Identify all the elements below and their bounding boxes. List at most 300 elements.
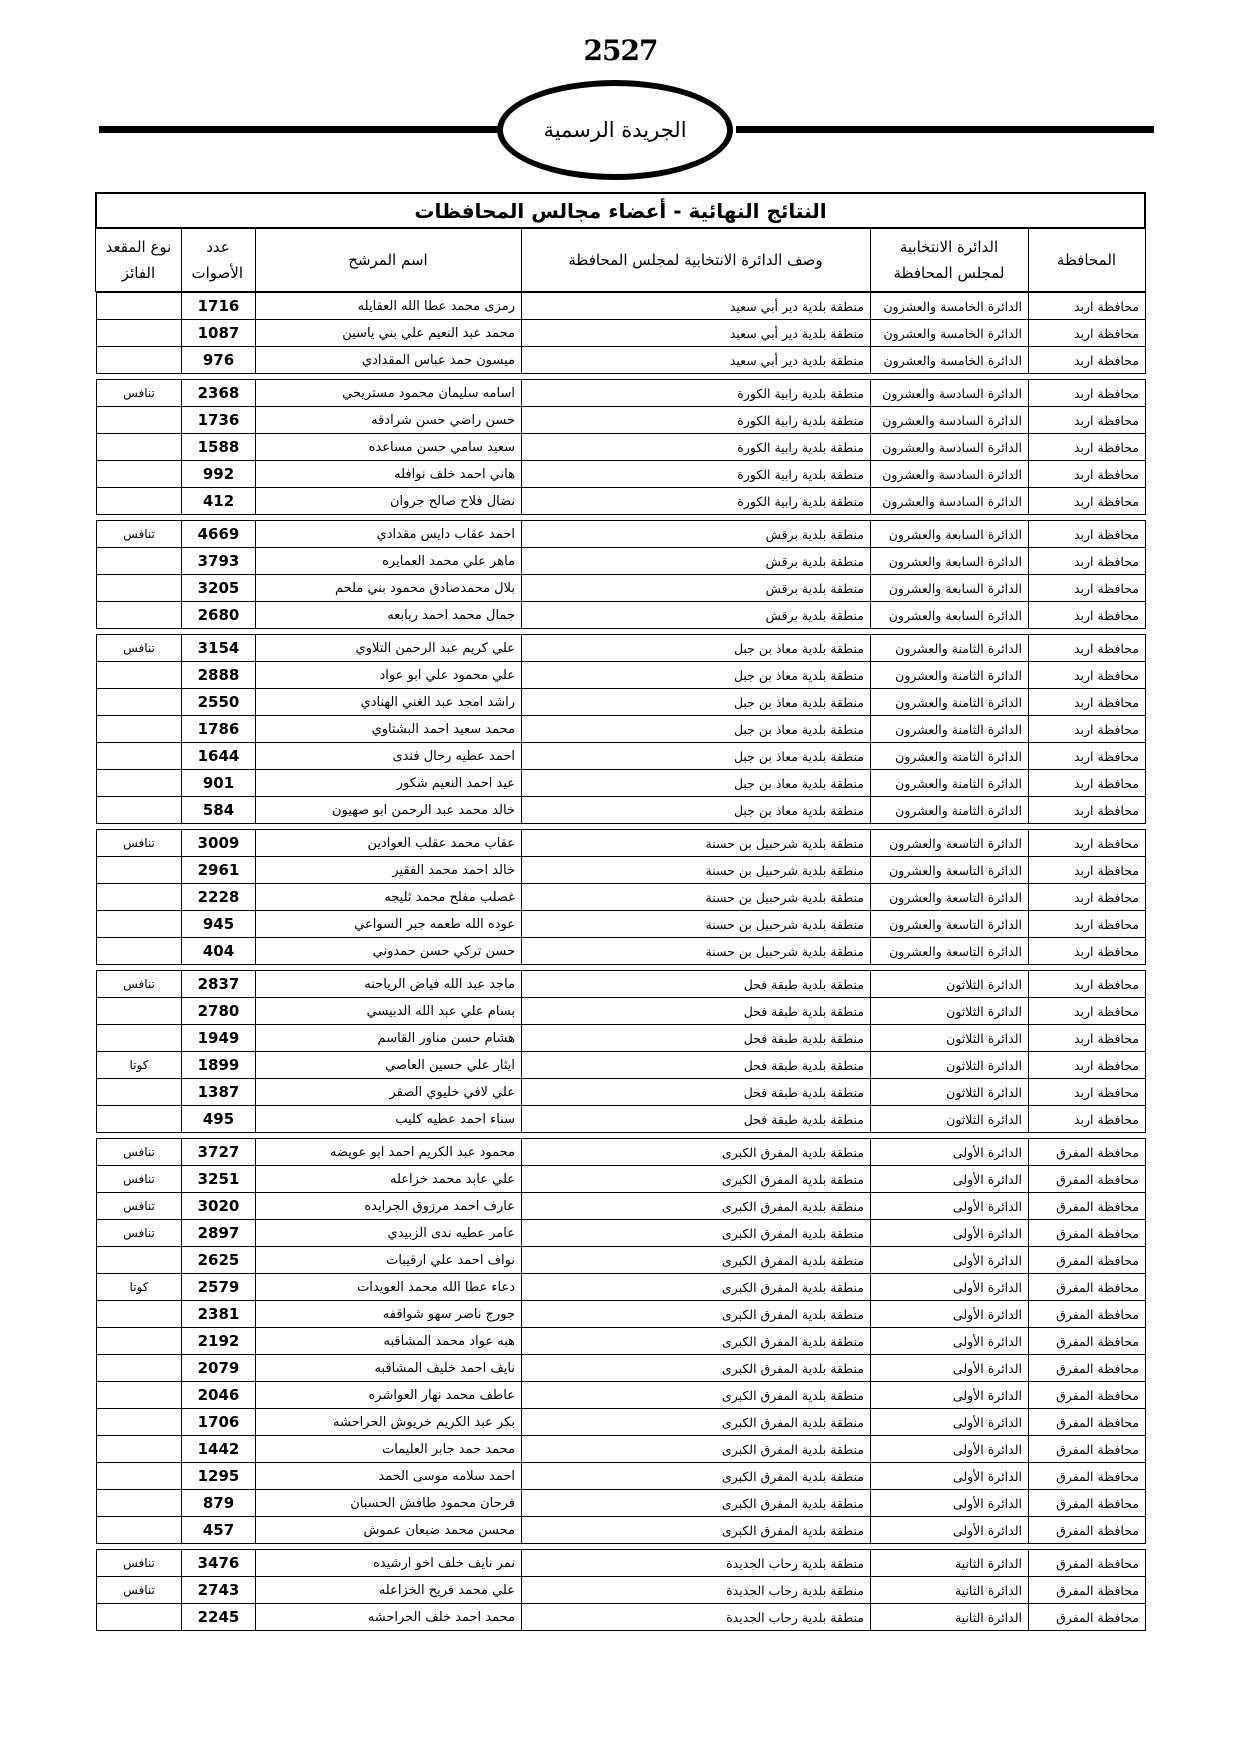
votes-cell: 1706	[182, 1409, 256, 1436]
votes-cell: 1442	[182, 1436, 256, 1463]
votes-cell: 3020	[182, 1193, 256, 1220]
governorate-cell: محافظة اربد	[1029, 434, 1146, 461]
governorate-cell: محافظة اربد	[1029, 884, 1146, 911]
governorate-cell: محافظة اربد	[1029, 461, 1146, 488]
district-cell: الدائرة السابعة والعشرون	[871, 575, 1029, 602]
district-cell: الدائرة السادسة والعشرون	[871, 380, 1029, 407]
district-cell: الدائرة التاسعة والعشرون	[871, 830, 1029, 857]
votes-cell: 3251	[182, 1166, 256, 1193]
district-cell: الدائرة السابعة والعشرون	[871, 602, 1029, 629]
header-name: اسم المرشح	[255, 228, 521, 292]
description-cell: منطقة بلدية المفرق الكبرى	[522, 1436, 871, 1463]
candidate-name-cell: سناء احمد عطيه كليب	[256, 1106, 522, 1133]
description-cell: منطقة بلدية رحاب الجديدة	[522, 1550, 871, 1577]
district-group	[96, 1138, 1146, 1544]
header-district-label: الدائرة الانتخابية لمجلس المحافظة	[893, 238, 1005, 282]
description-cell: منطقة بلدية المفرق الكبرى	[522, 1463, 871, 1490]
seat-type-cell: تنافس	[97, 380, 182, 407]
seat-type-cell	[97, 434, 182, 461]
seat-type-cell	[97, 1247, 182, 1274]
district-group	[96, 829, 1146, 965]
description-cell: منطقة بلدية رحاب الجديدة	[522, 1604, 871, 1631]
table-row	[97, 857, 1146, 884]
seat-type-cell	[97, 938, 182, 965]
seat-type-cell	[97, 689, 182, 716]
table-row	[97, 938, 1146, 965]
district-cell: الدائرة التاسعة والعشرون	[871, 884, 1029, 911]
seat-type-cell: تنافس	[97, 830, 182, 857]
district-cell: الدائرة السادسة والعشرون	[871, 488, 1029, 515]
seat-type-cell	[97, 857, 182, 884]
candidate-name-cell: علي لافي خليوي الصقر	[256, 1079, 522, 1106]
description-cell: منطقة بلدية معاذ بن جبل	[522, 689, 871, 716]
votes-cell: 584	[182, 797, 256, 824]
district-cell: الدائرة الأولى	[871, 1139, 1029, 1166]
votes-cell: 4669	[182, 521, 256, 548]
district-cell: الدائرة الثلاثون	[871, 1052, 1029, 1079]
table-row	[97, 1193, 1146, 1220]
governorate-cell: محافظة اربد	[1029, 1052, 1146, 1079]
votes-cell: 1087	[182, 320, 256, 347]
candidate-name-cell: علي عابد محمد خزاعله	[256, 1166, 522, 1193]
governorate-cell: محافظة اربد	[1029, 1025, 1146, 1052]
table-row	[97, 1079, 1146, 1106]
description-cell: منطقة بلدية المفرق الكبرى	[522, 1301, 871, 1328]
seat-type-cell	[97, 320, 182, 347]
description-cell: منطقة بلدية رابية الكورة	[522, 407, 871, 434]
votes-cell: 901	[182, 770, 256, 797]
district-cell: الدائرة التاسعة والعشرون	[871, 911, 1029, 938]
description-cell: منطقة بلدية برقش	[522, 602, 871, 629]
table-row	[97, 461, 1146, 488]
seat-type-cell: تنافس	[97, 971, 182, 998]
seat-type-cell	[97, 797, 182, 824]
district-cell: الدائرة الثلاثون	[871, 998, 1029, 1025]
candidate-name-cell: نايف احمد خليف المشاقبه	[256, 1355, 522, 1382]
table-row	[97, 1517, 1146, 1544]
candidate-name-cell: محمد سعيد احمد البشتاوي	[256, 716, 522, 743]
seat-type-cell: كوتا	[97, 1274, 182, 1301]
candidate-name-cell: دعاء عطا الله محمد العويدات	[256, 1274, 522, 1301]
governorate-cell: محافظة المفرق	[1029, 1301, 1146, 1328]
votes-cell: 2046	[182, 1382, 256, 1409]
table-row	[97, 1328, 1146, 1355]
votes-cell: 495	[182, 1106, 256, 1133]
candidate-name-cell: عارف احمد مرزوق الجرايده	[256, 1193, 522, 1220]
governorate-cell: محافظة اربد	[1029, 548, 1146, 575]
table-title: النتائج النهائية - أعضاء مجالس المحافظات	[96, 193, 1145, 228]
table-header	[95, 192, 1146, 292]
table-row	[97, 1355, 1146, 1382]
district-cell: الدائرة الأولى	[871, 1409, 1029, 1436]
governorate-cell: محافظة اربد	[1029, 380, 1146, 407]
header-governorate: المحافظة	[1028, 228, 1145, 292]
district-cell: الدائرة الثلاثون	[871, 1079, 1029, 1106]
table-row	[97, 743, 1146, 770]
district-cell: الدائرة الأولى	[871, 1355, 1029, 1382]
governorate-cell: محافظة اربد	[1029, 1079, 1146, 1106]
header-seat-type	[96, 228, 181, 292]
table-row	[97, 320, 1146, 347]
table-row	[97, 380, 1146, 407]
governorate-cell: محافظة اربد	[1029, 575, 1146, 602]
candidate-name-cell: بسام علي عبد الله الدبيسي	[256, 998, 522, 1025]
description-cell: منطقة بلدية المفرق الكبرى	[522, 1247, 871, 1274]
candidate-name-cell: محسن محمد ضبعان عموش	[256, 1517, 522, 1544]
votes-cell: 2228	[182, 884, 256, 911]
governorate-cell: محافظة المفرق	[1029, 1604, 1146, 1631]
description-cell: منطقة بلدية المفرق الكبرى	[522, 1166, 871, 1193]
governorate-cell: محافظة اربد	[1029, 857, 1146, 884]
district-cell: الدائرة الثامنة والعشرون	[871, 635, 1029, 662]
candidate-name-cell: اسامه سليمان محمود مستريحي	[256, 380, 522, 407]
description-cell: منطقة بلدية رحاب الجديدة	[522, 1577, 871, 1604]
table-row	[97, 1025, 1146, 1052]
candidate-name-cell: خالد محمد عبد الرحمن ابو صهيون	[256, 797, 522, 824]
district-cell: الدائرة الأولى	[871, 1328, 1029, 1355]
description-cell: منطقة بلدية طبقة فحل	[522, 998, 871, 1025]
header-district	[870, 228, 1028, 292]
table-row	[97, 1463, 1146, 1490]
description-cell: منطقة بلدية دير أبي سعيد	[522, 320, 871, 347]
seat-type-cell	[97, 461, 182, 488]
seat-type-cell	[97, 407, 182, 434]
district-cell: الدائرة الأولى	[871, 1301, 1029, 1328]
seat-type-cell	[97, 1382, 182, 1409]
seat-type-cell: تنافس	[97, 1193, 182, 1220]
table-row	[97, 662, 1146, 689]
description-cell: منطقة بلدية رابية الكورة	[522, 380, 871, 407]
header-votes	[181, 228, 255, 292]
governorate-cell: محافظة المفرق	[1029, 1550, 1146, 1577]
description-cell: منطقة بلدية المفرق الكبرى	[522, 1220, 871, 1247]
votes-cell: 3727	[182, 1139, 256, 1166]
votes-cell: 2381	[182, 1301, 256, 1328]
candidate-name-cell: ايثار علي حسين العاصي	[256, 1052, 522, 1079]
seat-type-cell: تنافس	[97, 635, 182, 662]
candidate-name-cell: حسن تركي حسن حمدوني	[256, 938, 522, 965]
governorate-cell: محافظة المفرق	[1029, 1193, 1146, 1220]
district-group	[96, 379, 1146, 515]
votes-cell: 1736	[182, 407, 256, 434]
description-cell: منطقة بلدية شرحبيل بن حسنة	[522, 911, 871, 938]
district-cell: الدائرة الخامسة والعشرون	[871, 293, 1029, 320]
seat-type-cell	[97, 1328, 182, 1355]
governorate-cell: محافظة المفرق	[1029, 1577, 1146, 1604]
seat-type-cell	[97, 1490, 182, 1517]
table-row	[97, 635, 1146, 662]
votes-cell: 457	[182, 1517, 256, 1544]
table-row	[97, 797, 1146, 824]
candidate-name-cell: محمد عبد النعيم علي بني ياسين	[256, 320, 522, 347]
governorate-cell: محافظة اربد	[1029, 689, 1146, 716]
page-number: 2527	[583, 34, 658, 67]
district-cell: الدائرة الثلاثون	[871, 971, 1029, 998]
candidate-name-cell: احمد سلامه موسى الحمد	[256, 1463, 522, 1490]
candidate-name-cell: علي محمد فريح الخزاعله	[256, 1577, 522, 1604]
table-row	[97, 434, 1146, 461]
candidate-name-cell: غصلب مفلح محمد ثليجه	[256, 884, 522, 911]
seat-type-cell: تنافس	[97, 1166, 182, 1193]
table-row	[97, 521, 1146, 548]
candidate-name-cell: حسن راضي حسن شرادقه	[256, 407, 522, 434]
governorate-cell: محافظة اربد	[1029, 830, 1146, 857]
description-cell: منطقة بلدية رابية الكورة	[522, 461, 871, 488]
governorate-cell: محافظة اربد	[1029, 347, 1146, 374]
candidate-name-cell: علي كريم عبد الرحمن التلاوي	[256, 635, 522, 662]
governorate-cell: محافظة اربد	[1029, 488, 1146, 515]
candidate-name-cell: ميسون حمد عباس المقدادي	[256, 347, 522, 374]
table-row	[97, 830, 1146, 857]
description-cell: منطقة بلدية معاذ بن جبل	[522, 743, 871, 770]
governorate-cell: محافظة المفرق	[1029, 1328, 1146, 1355]
table-row	[97, 1139, 1146, 1166]
governorate-cell: محافظة اربد	[1029, 743, 1146, 770]
description-cell: منطقة بلدية المفرق الكبرى	[522, 1409, 871, 1436]
table-row	[97, 347, 1146, 374]
governorate-cell: محافظة المفرق	[1029, 1436, 1146, 1463]
seat-type-cell	[97, 662, 182, 689]
district-cell: الدائرة الخامسة والعشرون	[871, 320, 1029, 347]
votes-cell: 2579	[182, 1274, 256, 1301]
seat-type-cell: كوتا	[97, 1052, 182, 1079]
description-cell: منطقة بلدية شرحبيل بن حسنة	[522, 830, 871, 857]
description-cell: منطقة بلدية معاذ بن جبل	[522, 662, 871, 689]
votes-cell: 1644	[182, 743, 256, 770]
table-row	[97, 1052, 1146, 1079]
table-row	[97, 407, 1146, 434]
description-cell: منطقة بلدية المفرق الكبرى	[522, 1193, 871, 1220]
candidate-name-cell: نمر نايف خلف اخو ارشيده	[256, 1550, 522, 1577]
governorate-cell: محافظة اربد	[1029, 407, 1146, 434]
governorate-cell: محافظة المفرق	[1029, 1220, 1146, 1247]
masthead-emblem	[497, 80, 733, 180]
district-cell: الدائرة التاسعة والعشرون	[871, 938, 1029, 965]
votes-cell: 2743	[182, 1577, 256, 1604]
table-row	[97, 971, 1146, 998]
description-cell: منطقة بلدية رابية الكورة	[522, 488, 871, 515]
governorate-cell: محافظة المفرق	[1029, 1247, 1146, 1274]
table-row	[97, 716, 1146, 743]
district-cell: الدائرة التاسعة والعشرون	[871, 857, 1029, 884]
description-cell: منطقة بلدية المفرق الكبرى	[522, 1517, 871, 1544]
district-cell: الدائرة الأولى	[871, 1166, 1029, 1193]
governorate-cell: محافظة اربد	[1029, 635, 1146, 662]
candidate-name-cell: بكر عبد الكريم خريوش الحراحشه	[256, 1409, 522, 1436]
table-row	[97, 1382, 1146, 1409]
seat-type-cell	[97, 1025, 182, 1052]
table-row	[97, 548, 1146, 575]
description-cell: منطقة بلدية المفرق الكبرى	[522, 1328, 871, 1355]
district-cell: الدائرة السادسة والعشرون	[871, 407, 1029, 434]
candidate-name-cell: عقاب محمد عقلب العوادين	[256, 830, 522, 857]
description-cell: منطقة بلدية طبقة فحل	[522, 1079, 871, 1106]
governorate-cell: محافظة المفرق	[1029, 1166, 1146, 1193]
votes-cell: 2192	[182, 1328, 256, 1355]
seat-type-cell	[97, 1436, 182, 1463]
district-group	[96, 520, 1146, 629]
district-cell: الدائرة الثامنة والعشرون	[871, 797, 1029, 824]
district-cell: الدائرة الأولى	[871, 1463, 1029, 1490]
candidate-name-cell: عاطف محمد نهار العواشره	[256, 1382, 522, 1409]
district-cell: الدائرة الأولى	[871, 1247, 1029, 1274]
masthead-rule-right	[736, 126, 1154, 133]
table-row	[97, 1274, 1146, 1301]
district-cell: الدائرة الثلاثون	[871, 1106, 1029, 1133]
candidate-name-cell: هاني احمد خلف نوافله	[256, 461, 522, 488]
seat-type-cell	[97, 347, 182, 374]
seat-type-cell	[97, 1604, 182, 1631]
table-row	[97, 488, 1146, 515]
governorate-cell: محافظة المفرق	[1029, 1139, 1146, 1166]
description-cell: منطقة بلدية دير أبي سعيد	[522, 347, 871, 374]
seat-type-cell	[97, 716, 182, 743]
table-row	[97, 770, 1146, 797]
votes-cell: 3154	[182, 635, 256, 662]
votes-cell: 3476	[182, 1550, 256, 1577]
header-description: وصف الدائرة الانتخابية لمجلس المحافظة	[521, 228, 870, 292]
district-cell: الدائرة الثامنة والعشرون	[871, 689, 1029, 716]
table-row	[97, 1550, 1146, 1577]
governorate-cell: محافظة اربد	[1029, 662, 1146, 689]
seat-type-cell: تنافس	[97, 1139, 182, 1166]
candidate-name-cell: محمد احمد خلف الحراحشه	[256, 1604, 522, 1631]
votes-cell: 3793	[182, 548, 256, 575]
candidate-name-cell: عوده الله طعمه جبر السواعي	[256, 911, 522, 938]
district-cell: الدائرة الثانية	[871, 1577, 1029, 1604]
description-cell: منطقة بلدية طبقة فحل	[522, 1106, 871, 1133]
table-row	[97, 1166, 1146, 1193]
description-cell: منطقة بلدية شرحبيل بن حسنة	[522, 884, 871, 911]
district-group	[96, 1549, 1146, 1631]
candidate-name-cell: ماهر علي محمد العمايره	[256, 548, 522, 575]
district-group	[96, 292, 1146, 374]
candidate-name-cell: فرحان محمود طافش الحسبان	[256, 1490, 522, 1517]
votes-cell: 992	[182, 461, 256, 488]
header-seat-type-label: نوع المقعد الفائز	[105, 238, 172, 282]
votes-cell: 3009	[182, 830, 256, 857]
votes-cell: 2245	[182, 1604, 256, 1631]
governorate-cell: محافظة اربد	[1029, 1106, 1146, 1133]
seat-type-cell	[97, 1079, 182, 1106]
district-cell: الدائرة الثامنة والعشرون	[871, 716, 1029, 743]
description-cell: منطقة بلدية رابية الكورة	[522, 434, 871, 461]
description-cell: منطقة بلدية المفرق الكبرى	[522, 1274, 871, 1301]
district-cell: الدائرة الثامنة والعشرون	[871, 770, 1029, 797]
governorate-cell: محافظة اربد	[1029, 602, 1146, 629]
description-cell: منطقة بلدية طبقة فحل	[522, 1025, 871, 1052]
table-row	[97, 998, 1146, 1025]
governorate-cell: محافظة المفرق	[1029, 1382, 1146, 1409]
table-row	[97, 575, 1146, 602]
district-cell: الدائرة الأولى	[871, 1274, 1029, 1301]
votes-cell: 2837	[182, 971, 256, 998]
votes-cell: 1949	[182, 1025, 256, 1052]
candidate-name-cell: ماجد عبد الله فياض الرياحنه	[256, 971, 522, 998]
votes-cell: 2961	[182, 857, 256, 884]
district-cell: الدائرة الأولى	[871, 1436, 1029, 1463]
candidate-name-cell: رمزى محمد عطا الله العقايله	[256, 293, 522, 320]
seat-type-cell	[97, 1517, 182, 1544]
seat-type-cell	[97, 1409, 182, 1436]
seat-type-cell	[97, 488, 182, 515]
table-row	[97, 1577, 1146, 1604]
header-votes-label: عدد الأصوات	[191, 238, 243, 282]
candidate-name-cell: جمال محمد احمد ربابعه	[256, 602, 522, 629]
votes-cell: 2780	[182, 998, 256, 1025]
votes-cell: 1786	[182, 716, 256, 743]
description-cell: منطقة بلدية شرحبيل بن حسنة	[522, 857, 871, 884]
district-cell: الدائرة الأولى	[871, 1193, 1029, 1220]
description-cell: منطقة بلدية معاذ بن جبل	[522, 797, 871, 824]
votes-cell: 1588	[182, 434, 256, 461]
votes-cell: 2680	[182, 602, 256, 629]
district-cell: الدائرة الأولى	[871, 1220, 1029, 1247]
governorate-cell: محافظة المفرق	[1029, 1490, 1146, 1517]
seat-type-cell: تنافس	[97, 1550, 182, 1577]
votes-cell: 1899	[182, 1052, 256, 1079]
candidate-name-cell: خالد احمد محمد الفقير	[256, 857, 522, 884]
candidate-name-cell: محمود عبد الكريم احمد ابو عويضه	[256, 1139, 522, 1166]
description-cell: منطقة بلدية برقش	[522, 575, 871, 602]
description-cell: منطقة بلدية المفرق الكبرى	[522, 1139, 871, 1166]
table-row	[97, 1301, 1146, 1328]
votes-cell: 1295	[182, 1463, 256, 1490]
description-cell: منطقة بلدية دير أبي سعيد	[522, 293, 871, 320]
seat-type-cell	[97, 1301, 182, 1328]
candidate-name-cell: هبه عواد محمد المشاقبه	[256, 1328, 522, 1355]
table-row	[97, 911, 1146, 938]
table-row	[97, 1490, 1146, 1517]
table-row	[97, 1220, 1146, 1247]
governorate-cell: محافظة المفرق	[1029, 1409, 1146, 1436]
description-cell: منطقة بلدية المفرق الكبرى	[522, 1355, 871, 1382]
seat-type-cell	[97, 293, 182, 320]
district-cell: الدائرة السابعة والعشرون	[871, 521, 1029, 548]
governorate-cell: محافظة اربد	[1029, 521, 1146, 548]
district-cell: الدائرة الأولى	[871, 1517, 1029, 1544]
table-row	[97, 1247, 1146, 1274]
candidate-name-cell: نضال فلاح صالح جروان	[256, 488, 522, 515]
candidate-name-cell: احمد عقاب دايس مقدادي	[256, 521, 522, 548]
result-groups	[97, 292, 1146, 1631]
governorate-cell: محافظة المفرق	[1029, 1463, 1146, 1490]
votes-cell: 2368	[182, 380, 256, 407]
district-cell: الدائرة الثلاثون	[871, 1025, 1029, 1052]
district-cell: الدائرة الأولى	[871, 1382, 1029, 1409]
description-cell: منطقة بلدية طبقة فحل	[522, 971, 871, 998]
seat-type-cell	[97, 1106, 182, 1133]
candidate-name-cell: جورج ناصر سهو شواقفه	[256, 1301, 522, 1328]
table-row	[97, 689, 1146, 716]
description-cell: منطقة بلدية برقش	[522, 521, 871, 548]
seat-type-cell: تنافس	[97, 1577, 182, 1604]
governorate-cell: محافظة اربد	[1029, 770, 1146, 797]
description-cell: منطقة بلدية معاذ بن جبل	[522, 635, 871, 662]
description-cell: منطقة بلدية المفرق الكبرى	[522, 1490, 871, 1517]
governorate-cell: محافظة اربد	[1029, 998, 1146, 1025]
governorate-cell: محافظة اربد	[1029, 971, 1146, 998]
candidate-name-cell: علي محمود علي ابو عواد	[256, 662, 522, 689]
seat-type-cell	[97, 884, 182, 911]
governorate-cell: محافظة المفرق	[1029, 1355, 1146, 1382]
votes-cell: 976	[182, 347, 256, 374]
description-cell: منطقة بلدية برقش	[522, 548, 871, 575]
candidate-name-cell: احمد عطيه رحال فندى	[256, 743, 522, 770]
district-cell: الدائرة الأولى	[871, 1490, 1029, 1517]
seat-type-cell	[97, 743, 182, 770]
district-cell: الدائرة السادسة والعشرون	[871, 434, 1029, 461]
